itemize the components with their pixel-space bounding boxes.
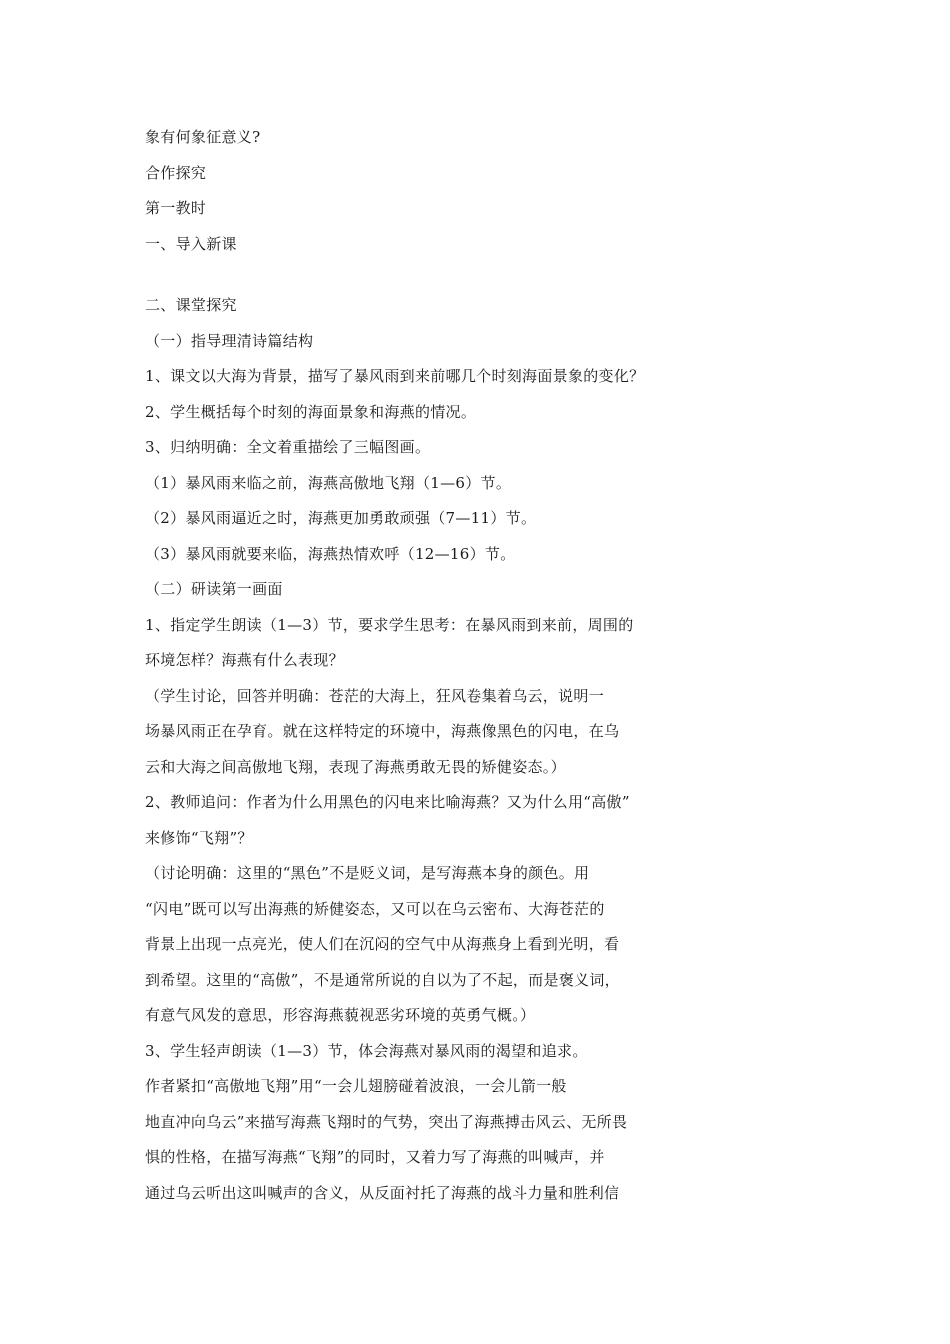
text-line: 作者紧扣“高傲地飞翔”用“一会儿翅膀碰着波浪，一会儿箭一般	[145, 1077, 567, 1095]
text-line: 1、指定学生朗读（1—3）节，要求学生思考：在暴风雨到来前，周围的	[145, 615, 634, 634]
text-line: 象有何象征意义?	[145, 128, 261, 146]
text-line: 3、学生轻声朗读（1—3）节，体会海燕对暴风雨的渴望和追求。	[145, 1041, 588, 1060]
section-heading: 二、课堂探究	[145, 296, 237, 314]
text-line: 到希望。这里的“高傲”，不是通常所说的自以为了不起，而是褒义词，	[145, 970, 620, 989]
text-line: 地直冲向乌云”来描写海燕飞翔时的气势，突出了海燕搏击风云、无所畏	[145, 1112, 628, 1131]
lesson-heading: 第一教时	[145, 199, 207, 217]
blank-line	[145, 269, 705, 295]
subsection-heading: （一）指导理清诗篇结构	[145, 331, 314, 350]
text-line: 有意气风发的意思，形容海燕藐视恶劣环境的英勇气概。）	[145, 1006, 536, 1024]
text-line: （3）暴风雨就要来临，海燕热情欢呼（12—16）节。	[145, 544, 516, 563]
document-body	[145, 127, 705, 1218]
text-line: 2、教师追问：作者为什么用黑色的闪电来比喻海燕？又为什么用“高傲”	[145, 793, 630, 811]
text-line: 背景上出现一点亮光，使人们在沉闷的空气中从海燕身上看到光明，看	[145, 935, 620, 953]
text-line: 来修饰“飞翔”？	[145, 828, 253, 847]
subsection-heading: （二）研读第一画面	[145, 580, 283, 598]
text-line: 2、学生概括每个时刻的海面景象和海燕的情况。	[145, 402, 477, 421]
text-line: 场暴风雨正在孕育。就在这样特定的环境中，海燕像黑色的闪电，在乌	[145, 722, 620, 740]
section-heading: 合作探究	[145, 163, 207, 182]
text-line: 3、归纳明确：全文着重描绘了三幅图画。	[145, 438, 431, 456]
section-heading: 一、导入新课	[145, 234, 237, 253]
text-line: （学生讨论，回答并明确：苍茫的大海上，狂风卷集着乌云，说明一	[145, 686, 605, 705]
text-line: （2）暴风雨逼近之时，海燕更加勇敢顽强（7—11）节。	[145, 509, 537, 527]
text-line: 云和大海之间高傲地飞翔，表现了海燕勇敢无畏的矫健姿态。）	[145, 757, 566, 776]
text-line: 惧的性格，在描写海燕“飞翔”的同时，又着力写了海燕的叫喊声，并	[145, 1148, 605, 1166]
text-line: 通过乌云听出这叫喊声的含义，从反面衬托了海燕的战斗力量和胜利信	[145, 1183, 620, 1202]
text-line: 1、课文以大海为背景，描写了暴风雨到来前哪几个时刻海面景象的变化？	[145, 367, 645, 385]
text-line: 环境怎样？海燕有什么表现？	[145, 651, 344, 669]
text-line: （1）暴风雨来临之前，海燕高傲地飞翔（1—6）节。	[145, 473, 512, 492]
text-line: （讨论明确：这里的“黑色”不是贬义词，是写海燕本身的颜色。用	[145, 864, 590, 882]
text-line: “闪电”既可以写出海燕的矫健姿态，又可以在乌云密布、大海苍茫的	[145, 899, 605, 918]
